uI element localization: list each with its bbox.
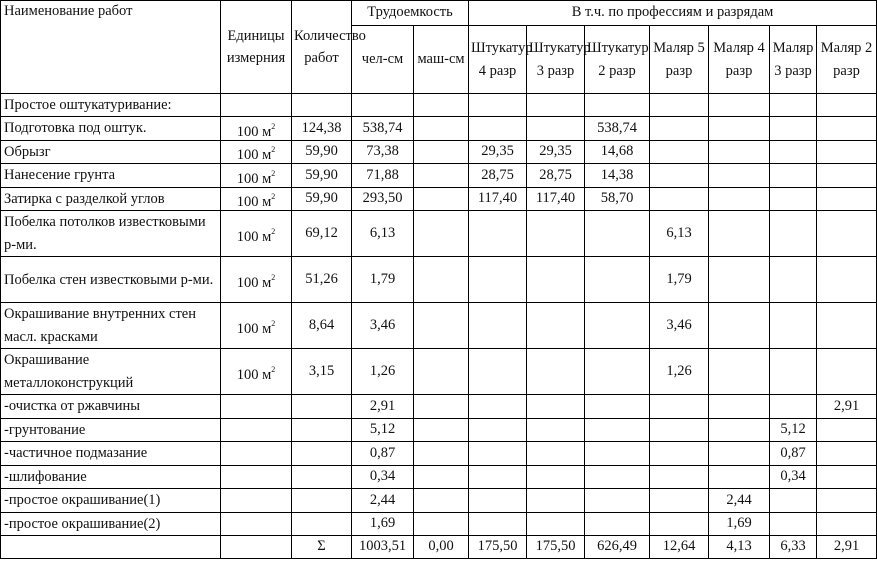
value-cell: 2,91 [817, 395, 877, 418]
value-cell [650, 442, 709, 465]
unit-text [236, 272, 276, 291]
value-cell: 3,46 [352, 303, 414, 349]
work-name-cell: Окрашивание внутренних стен масл. красками [1, 303, 221, 349]
work-name-cell: Простое оштукатуривание: [1, 94, 221, 117]
table-row [1, 512, 877, 535]
value-cell [527, 349, 585, 395]
value-cell [414, 164, 469, 187]
unit-base: 100 м [236, 320, 272, 337]
value-cell: 1,79 [352, 257, 414, 303]
unit-cell [221, 303, 292, 349]
value-cell [770, 489, 817, 512]
table-row [1, 418, 877, 441]
unit-cell [221, 257, 292, 303]
unit-base: 100 м [236, 170, 272, 187]
value-cell [469, 489, 527, 512]
value-cell: 3,46 [650, 303, 709, 349]
unit-text [236, 318, 276, 337]
value-cell [527, 442, 585, 465]
qty-cell: 59,90 [292, 164, 352, 187]
unit-cell [221, 489, 292, 512]
value-cell [817, 465, 877, 488]
unit-power: 2 [271, 318, 276, 328]
col-plasterer-2-header: Штукатур 2 разр [585, 26, 650, 94]
value-cell [770, 94, 817, 117]
col-name-header: Наименование работ [1, 1, 221, 94]
work-name-cell: Окрашивание металлоконструкций [1, 349, 221, 395]
value-cell [414, 512, 469, 535]
value-cell [527, 418, 585, 441]
value-cell: 28,75 [527, 164, 585, 187]
value-cell: 28,75 [469, 164, 527, 187]
value-cell [469, 211, 527, 257]
value-cell [585, 349, 650, 395]
value-cell [709, 140, 770, 163]
value-cell [585, 211, 650, 257]
value-cell [414, 442, 469, 465]
unit-base: 100 м [236, 123, 272, 140]
value-cell [709, 303, 770, 349]
value-cell [527, 512, 585, 535]
unit-cell [221, 164, 292, 187]
value-cell [585, 303, 650, 349]
work-name-cell: -грунтование [1, 418, 221, 441]
qty-cell: 51,26 [292, 257, 352, 303]
col-labor-header: Трудоемкость [352, 1, 469, 26]
unit-power: 2 [271, 145, 276, 155]
work-name-cell: -частичное подмазание [1, 442, 221, 465]
col-painter-5-header: Маляр 5 разр [650, 26, 709, 94]
value-cell [709, 211, 770, 257]
value-cell: 0,34 [770, 465, 817, 488]
value-cell [817, 349, 877, 395]
value-cell: 0,87 [770, 442, 817, 465]
total-cell: 1003,51 [352, 536, 414, 559]
value-cell [585, 489, 650, 512]
value-cell [469, 442, 527, 465]
value-cell [770, 140, 817, 163]
value-cell: 5,12 [770, 418, 817, 441]
table-header [1, 1, 877, 94]
value-cell [650, 187, 709, 210]
value-cell [650, 140, 709, 163]
value-cell: 1,69 [352, 512, 414, 535]
unit-base: 100 м [236, 366, 272, 383]
value-cell [585, 257, 650, 303]
value-cell [817, 442, 877, 465]
value-cell [817, 94, 877, 117]
value-cell [817, 303, 877, 349]
unit-text [236, 168, 276, 187]
value-cell: 293,50 [352, 187, 414, 210]
value-cell: 29,35 [527, 140, 585, 163]
col-machine-shifts-header: маш-см [414, 26, 469, 94]
value-cell: 58,70 [585, 187, 650, 210]
value-cell [527, 211, 585, 257]
qty-cell: 59,90 [292, 140, 352, 163]
value-cell: 14,68 [585, 140, 650, 163]
value-cell [414, 211, 469, 257]
unit-power: 2 [271, 121, 276, 131]
col-qty-header: Количество работ [292, 1, 352, 94]
unit-cell [221, 187, 292, 210]
value-cell [527, 117, 585, 140]
value-cell [650, 418, 709, 441]
table-body [1, 94, 877, 559]
col-plasterer-4-header: Штукатур 4 разр [469, 26, 527, 94]
value-cell: 29,35 [469, 140, 527, 163]
value-cell [469, 465, 527, 488]
value-cell [414, 94, 469, 117]
value-cell [817, 489, 877, 512]
value-cell: 1,26 [352, 349, 414, 395]
table-row [1, 349, 877, 395]
unit-power: 2 [271, 168, 276, 178]
value-cell [650, 164, 709, 187]
unit-base: 100 м [236, 274, 272, 291]
unit-power: 2 [271, 226, 276, 236]
value-cell [469, 512, 527, 535]
table-row [1, 303, 877, 349]
value-cell [527, 489, 585, 512]
table-row [1, 257, 877, 303]
value-cell [770, 512, 817, 535]
value-cell [585, 465, 650, 488]
value-cell [469, 395, 527, 418]
value-cell: 71,88 [352, 164, 414, 187]
total-spacer [1, 536, 221, 559]
value-cell [414, 489, 469, 512]
work-name-cell: Побелка потолков известковыми р-ми. [1, 211, 221, 257]
table-row [1, 211, 877, 257]
qty-cell [292, 465, 352, 488]
table-row [1, 140, 877, 163]
value-cell [650, 512, 709, 535]
value-cell [709, 465, 770, 488]
qty-cell: 59,90 [292, 187, 352, 210]
qty-cell [292, 512, 352, 535]
table-row [1, 489, 877, 512]
value-cell [414, 465, 469, 488]
value-cell [709, 395, 770, 418]
value-cell: 14,38 [585, 164, 650, 187]
unit-cell [221, 442, 292, 465]
value-cell [527, 395, 585, 418]
value-cell: 2,91 [352, 395, 414, 418]
total-cell: 0,00 [414, 536, 469, 559]
unit-cell [221, 117, 292, 140]
value-cell [709, 94, 770, 117]
value-cell [469, 303, 527, 349]
total-cell: 6,33 [770, 536, 817, 559]
work-name-cell: Нанесение грунта [1, 164, 221, 187]
work-name-cell: -простое окрашивание(1) [1, 489, 221, 512]
work-name-cell: Побелка стен известковыми р-ми. [1, 257, 221, 303]
value-cell [469, 94, 527, 117]
unit-cell [221, 465, 292, 488]
value-cell: 0,34 [352, 465, 414, 488]
qty-cell [292, 94, 352, 117]
value-cell [469, 349, 527, 395]
unit-cell [221, 395, 292, 418]
value-cell: 5,12 [352, 418, 414, 441]
value-cell [709, 349, 770, 395]
value-cell: 73,38 [352, 140, 414, 163]
col-painter-3-header: Маляр 3 разр [770, 26, 817, 94]
qty-cell: 124,38 [292, 117, 352, 140]
unit-cell [221, 211, 292, 257]
unit-cell [221, 349, 292, 395]
value-cell [650, 117, 709, 140]
qty-cell [292, 489, 352, 512]
unit-cell [221, 418, 292, 441]
total-label: Σ [292, 536, 352, 559]
value-cell [469, 257, 527, 303]
value-cell: 2,44 [352, 489, 414, 512]
value-cell: 117,40 [469, 187, 527, 210]
value-cell [770, 164, 817, 187]
unit-base: 100 м [236, 194, 272, 211]
value-cell [585, 512, 650, 535]
qty-cell [292, 442, 352, 465]
unit-power: 2 [271, 272, 276, 282]
value-cell [585, 94, 650, 117]
value-cell [709, 257, 770, 303]
work-name-cell: -шлифование [1, 465, 221, 488]
value-cell [352, 94, 414, 117]
unit-text [237, 194, 276, 210]
value-cell: 2,44 [709, 489, 770, 512]
qty-cell [292, 418, 352, 441]
col-professions-header: В т.ч. по профессиям и разрядам [469, 1, 877, 26]
value-cell [650, 489, 709, 512]
qty-cell [292, 395, 352, 418]
value-cell: 1,26 [650, 349, 709, 395]
qty-cell: 3,15 [292, 349, 352, 395]
value-cell [650, 94, 709, 117]
value-cell [650, 395, 709, 418]
work-name-cell: -очистка от ржавчины [1, 395, 221, 418]
value-cell [527, 257, 585, 303]
table-row [1, 395, 877, 418]
value-cell [770, 349, 817, 395]
col-man-shifts-header: чел-см [352, 26, 414, 94]
unit-cell [221, 94, 292, 117]
col-unit-header: Единицы измерния [221, 1, 292, 94]
value-cell [527, 303, 585, 349]
work-name-cell: Обрызг [1, 140, 221, 163]
value-cell [770, 187, 817, 210]
value-cell [817, 117, 877, 140]
unit-cell [221, 140, 292, 163]
work-name-cell: Затирка с разделкой углов [1, 187, 221, 210]
unit-text [236, 226, 276, 245]
value-cell: 6,13 [352, 211, 414, 257]
value-cell [817, 418, 877, 441]
value-cell [414, 418, 469, 441]
unit-text [236, 121, 276, 140]
value-cell [817, 140, 877, 163]
value-cell [817, 211, 877, 257]
value-cell [817, 512, 877, 535]
table-row [1, 442, 877, 465]
value-cell [770, 211, 817, 257]
value-cell [469, 117, 527, 140]
value-cell [527, 94, 585, 117]
value-cell [414, 349, 469, 395]
value-cell [414, 303, 469, 349]
value-cell [585, 418, 650, 441]
table-row [1, 94, 877, 117]
unit-base: 100 м [236, 147, 272, 164]
value-cell [650, 465, 709, 488]
unit-cell [221, 512, 292, 535]
value-cell [817, 187, 877, 210]
value-cell [770, 117, 817, 140]
table-row [1, 465, 877, 488]
value-cell [770, 257, 817, 303]
value-cell: 538,74 [585, 117, 650, 140]
qty-cell: 69,12 [292, 211, 352, 257]
total-row [1, 536, 877, 559]
total-cell: 2,91 [817, 536, 877, 559]
value-cell [469, 418, 527, 441]
value-cell [709, 187, 770, 210]
col-painter-2-header: Маляр 2 разр [817, 26, 877, 94]
value-cell [709, 164, 770, 187]
work-name-cell: Подготовка под оштук. [1, 117, 221, 140]
value-cell: 0,87 [352, 442, 414, 465]
table-row [1, 164, 877, 187]
qty-cell: 8,64 [292, 303, 352, 349]
value-cell [817, 257, 877, 303]
value-cell: 6,13 [650, 211, 709, 257]
value-cell: 1,69 [709, 512, 770, 535]
value-cell [414, 395, 469, 418]
value-cell [709, 442, 770, 465]
unit-power: 2 [271, 364, 276, 374]
value-cell: 538,74 [352, 117, 414, 140]
value-cell: 1,79 [650, 257, 709, 303]
value-cell [770, 395, 817, 418]
value-cell [414, 187, 469, 210]
total-cell: 175,50 [527, 536, 585, 559]
unit-text [237, 147, 276, 163]
table-row [1, 187, 877, 210]
value-cell [709, 418, 770, 441]
value-cell [527, 465, 585, 488]
total-cell: 4,13 [709, 536, 770, 559]
table-row [1, 117, 877, 140]
col-painter-4-header: Маляр 4 разр [709, 26, 770, 94]
value-cell [770, 303, 817, 349]
total-cell: 12,64 [650, 536, 709, 559]
total-cell: 626,49 [585, 536, 650, 559]
value-cell [414, 117, 469, 140]
work-name-cell: -простое окрашивание(2) [1, 512, 221, 535]
total-cell: 175,50 [469, 536, 527, 559]
value-cell [709, 117, 770, 140]
value-cell [585, 442, 650, 465]
unit-base: 100 м [236, 228, 272, 245]
value-cell [414, 257, 469, 303]
value-cell [414, 140, 469, 163]
value-cell [585, 395, 650, 418]
total-spacer [221, 536, 292, 559]
unit-power: 2 [271, 192, 276, 202]
value-cell: 117,40 [527, 187, 585, 210]
unit-text [236, 364, 276, 383]
col-plasterer-3-header: Штукатур 3 разр [527, 26, 585, 94]
value-cell [817, 164, 877, 187]
